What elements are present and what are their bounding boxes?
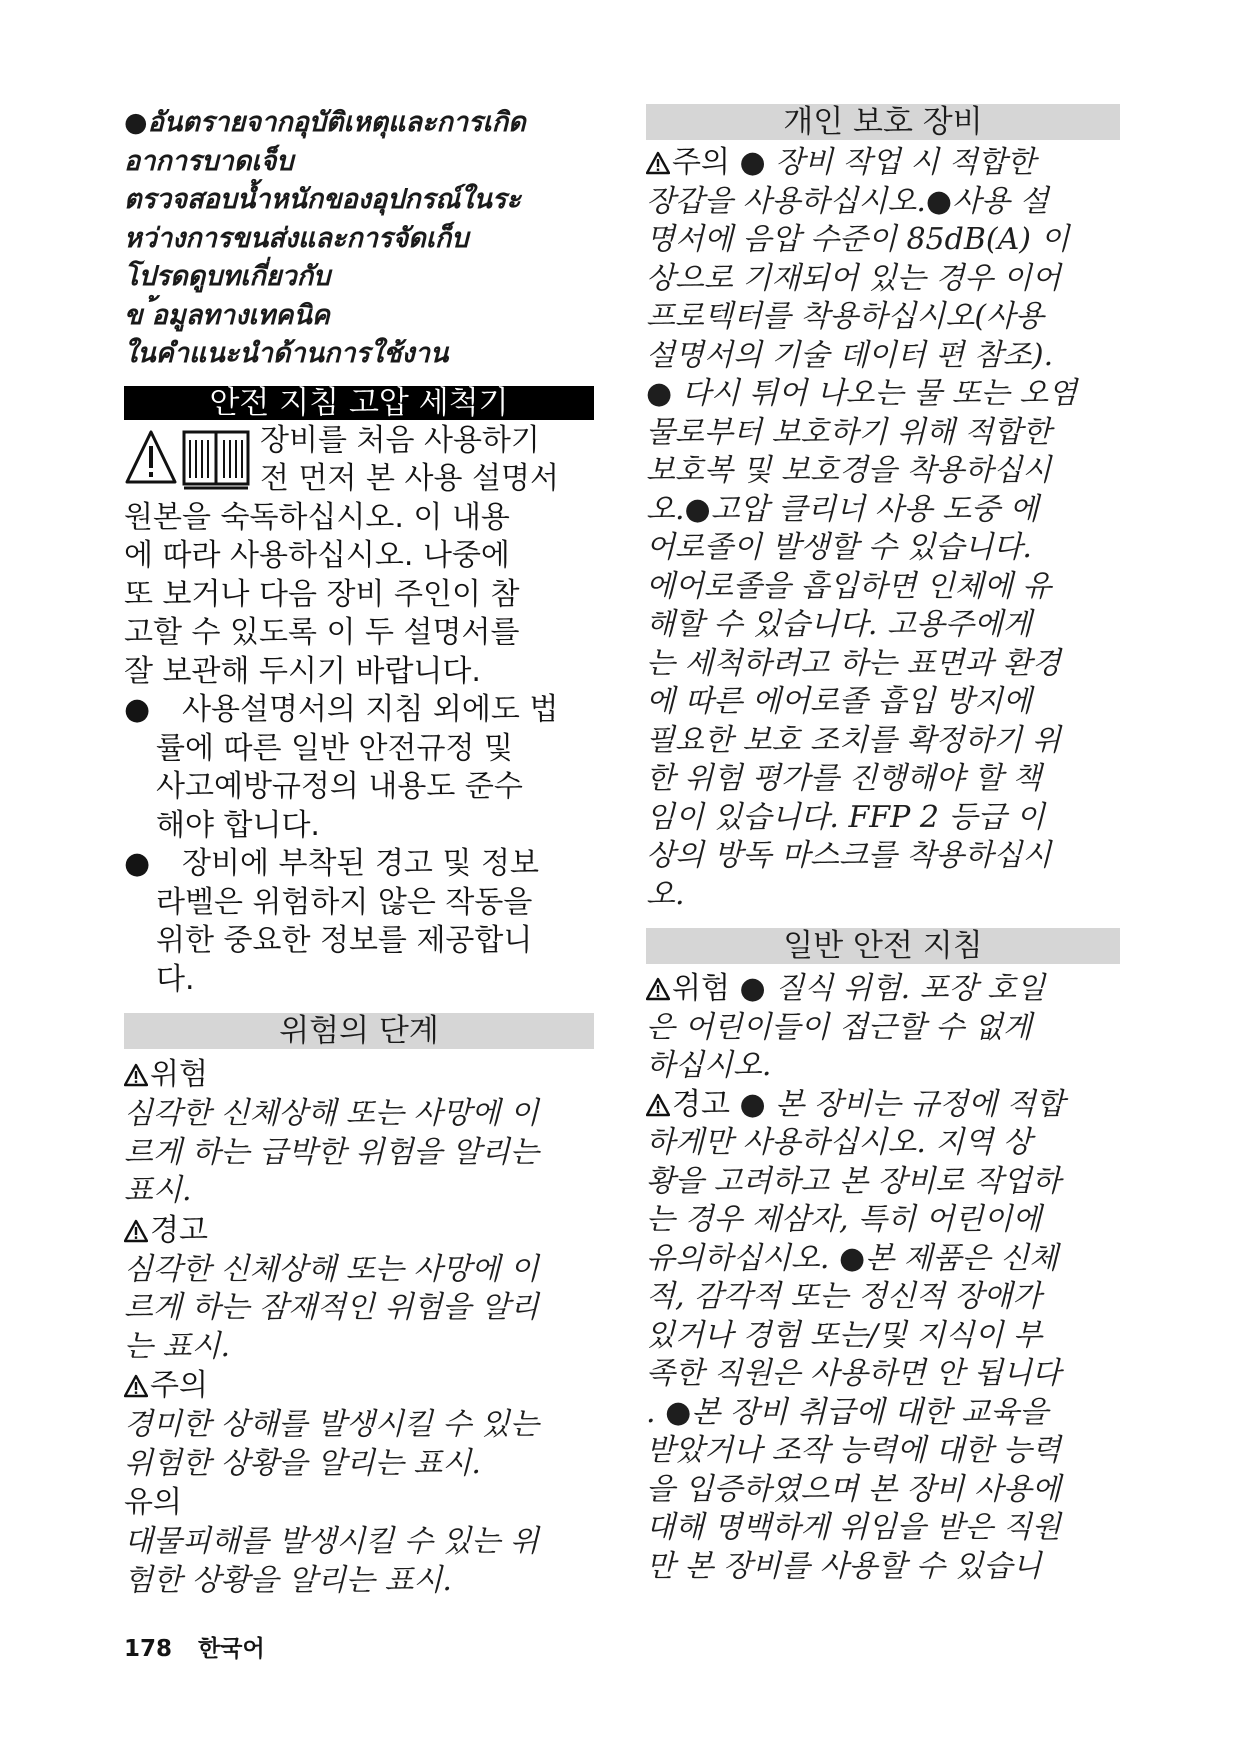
thai-line-text: ตรวจสอบน้ำหนักของอุปกรณ์ในระ [124, 184, 521, 215]
text-line-body: 오.●고압 클리너 사용 도중 에 [646, 491, 1039, 527]
intro-icons [124, 426, 254, 498]
bullet-dot: ● [124, 846, 151, 881]
text-line-body: 임이 있습니다. FFP 2 등급 이 [646, 799, 1045, 835]
bullet-line [124, 691, 594, 730]
warning-triangle-icon [646, 1093, 670, 1117]
text-line [646, 837, 1120, 876]
text-line [646, 1201, 1120, 1240]
text-line-body: 상으로 기재되어 있는 경우 이어 [646, 260, 1061, 296]
section-title-safety: 안전 지침 고압 세척기 [124, 386, 594, 420]
text-line [646, 375, 1120, 414]
general-safety-text [646, 970, 1120, 1586]
thai-line-text: หว่างการขนส่งและการจัดเก็บ [124, 222, 469, 254]
text-line-body: 유의하십시오. ●본 제품은 신체 [646, 1240, 1059, 1276]
text-line-body: ● 다시 튀어 나오는 물 또는 오염 [646, 376, 1078, 411]
text-line-body: 는 경우 제삼자, 특히 어린이에 [646, 1202, 1042, 1237]
text-line-body: 오. [646, 876, 685, 912]
text-line-body: 장갑을 사용하십시오.●사용 설 [646, 183, 1049, 219]
hazard-level-desc: 경미한 상해를 발생시킬 수 있는 [124, 1407, 539, 1442]
hazard-level-desc: 심각한 신체상해 또는 사망에 이 [124, 1096, 539, 1131]
thai-notice [124, 104, 594, 374]
thai-line-text: ในคำแนะนำด้านการใช้งาน [124, 338, 449, 369]
text-line [646, 645, 1120, 684]
text-line [646, 1317, 1120, 1356]
text-line [646, 529, 1120, 568]
hazard-level-label [124, 1055, 594, 1095]
hazard-level-desc: 심각한 신체상해 또는 사망에 이 [124, 1251, 539, 1287]
text-line [646, 683, 1120, 722]
text-line-body: 받았거나 조작 능력에 대한 능력 [646, 1433, 1061, 1468]
text-line-body: 만 본 장비를 사용할 수 있습니 [646, 1548, 1042, 1584]
bullet-text: 장비에 부착된 경고 및 정보 [182, 846, 539, 881]
bullet-line [124, 768, 594, 807]
text-line [646, 799, 1120, 838]
thai-line [124, 104, 594, 143]
text-line-body: ● 장비 작업 시 적합한 [729, 145, 1036, 180]
text-line [646, 1047, 1120, 1086]
bullet-line [124, 807, 594, 846]
text-line-body: 보호복 및 보호경을 착용하십시 [646, 453, 1052, 488]
text-line-body: 는 세척하려고 하는 표면과 환경 [646, 645, 1061, 681]
bullet-text: 사용설명서의 지침 외에도 법 [182, 692, 559, 727]
warning-triangle-icon [124, 1219, 148, 1243]
intro-line-4: 에 따라 사용하십시오. 나중에 [124, 538, 510, 573]
text-line [646, 1163, 1120, 1202]
footer-language: 한국어 [198, 1636, 265, 1662]
text-line-body: 은 어린이들이 접근할 수 없게 [646, 1009, 1032, 1045]
text-line [646, 1471, 1120, 1510]
signal-word-text: 위험 [672, 971, 730, 1006]
text-line-body: 에어로졸을 흡입하면 인체에 유 [646, 568, 1052, 604]
intro-line-6: 고할 수 있도록 이 두 설명서를 [124, 615, 520, 650]
bullet-text: 해야 합니다. [156, 807, 320, 843]
bullet-list [124, 691, 594, 999]
text-line [646, 298, 1120, 337]
text-line-body: 상의 방독 마스크를 착용하십시 [646, 838, 1052, 873]
hazard-level-desc: 험한 상황을 알리는 표시. [124, 1562, 452, 1598]
text-line [646, 1355, 1120, 1394]
hazard-level-name: 경고 [150, 1212, 208, 1248]
text-line-body: 을 입증하였으며 본 장비 사용에 [646, 1471, 1061, 1507]
text-line-body: 에 따른 에어로졸 흡입 방지에 [646, 684, 1032, 719]
text-line [646, 337, 1120, 376]
bullet-line [124, 730, 594, 769]
text-line-body: ● 본 장비는 규정에 적합 [729, 1086, 1065, 1122]
hazard-level-desc: 는 표시. [124, 1328, 231, 1364]
text-line [646, 491, 1120, 530]
text-line-body: 물로부터 보호하기 위해 적합한 [646, 414, 1052, 450]
warning-triangle-icon [646, 977, 670, 1001]
intro-line-2: 전 먼저 본 사용 설명서 [260, 461, 559, 496]
thai-line [124, 335, 594, 374]
section-title-ppe: 개인 보호 장비 [646, 104, 1120, 140]
left-column [124, 104, 594, 1600]
thai-line [124, 220, 594, 259]
hazard-level-desc: 르게 하는 급박한 위험을 알리는 [124, 1134, 539, 1170]
thai-line [124, 143, 594, 182]
signal-word [646, 971, 730, 1006]
hazard-level-name: 주의 [150, 1368, 208, 1403]
hazard-level-desc: 위험한 상황을 알리는 표시. [124, 1445, 481, 1481]
text-line-body: 하십시오. [646, 1048, 772, 1083]
bullet-line [124, 845, 594, 884]
text-line-body: 프로텍터를 착용하십시오(사용 [646, 299, 1044, 334]
hazard-level-desc: 표시. [124, 1173, 192, 1208]
intro-line-5: 또 보거나 다음 장비 주인이 참 [124, 576, 520, 612]
text-line [646, 144, 1120, 183]
text-line-body: ● 질식 위험. 포장 호일 [729, 971, 1046, 1006]
warning-triangle-icon [646, 151, 670, 175]
text-line [646, 1240, 1120, 1279]
hazard-level-name: 유의 [124, 1485, 182, 1520]
manual-book-icon [184, 432, 248, 488]
intro-line-3: 원본을 숙독하십시오. 이 내용 [124, 499, 510, 535]
thai-line [124, 297, 594, 336]
bullet-text: 률에 따른 일반 안전규정 및 [156, 730, 513, 766]
intro-line-7: 잘 보관해 두시기 바랍니다. [124, 653, 481, 689]
section-title-hazard-levels: 위험의 단계 [124, 1013, 594, 1049]
text-line [646, 1124, 1120, 1163]
intro-line-1: 장비를 처음 사용하기 [260, 422, 540, 458]
text-line-body: 한 위험 평가를 진행해야 할 책 [646, 761, 1042, 796]
page-number: 178 [124, 1636, 173, 1662]
thai-line [124, 258, 594, 297]
thai-bullet: ● [124, 107, 148, 138]
bullet-text: 위한 중요한 정보를 제공합니 [156, 923, 533, 958]
section-title-general-safety: 일반 안전 지침 [646, 928, 1120, 964]
bullet-dot: ● [124, 692, 151, 727]
signal-word-text: 주의 [672, 145, 730, 180]
text-line-body: 황을 고려하고 본 장비로 작업하 [646, 1163, 1061, 1199]
ppe-text [646, 144, 1120, 914]
intro-block [124, 422, 594, 692]
text-line-body: 족한 직원은 사용하면 안 됩니다 [646, 1356, 1061, 1391]
text-line [646, 221, 1120, 260]
hazard-level-label [124, 1483, 594, 1523]
text-line [646, 414, 1120, 453]
text-line [646, 1548, 1120, 1587]
text-line [646, 1278, 1120, 1317]
hazard-level-name: 위험 [150, 1057, 208, 1092]
signal-word-text: 경고 [672, 1086, 730, 1122]
thai-line-text: อาการบาดเจ็บ [124, 145, 294, 177]
text-line-body: 어로졸이 발생할 수 있습니다. [646, 530, 1032, 565]
text-line [646, 260, 1120, 299]
thai-line-text: โปรดดูบทเกี่ยวกับ [124, 261, 331, 292]
text-line-body: 설명서의 기술 데이터 편 참조). [646, 337, 1054, 373]
bullet-text: 다. [156, 961, 195, 997]
text-line [646, 1086, 1120, 1125]
bullet-line [124, 922, 594, 961]
bullet-line [124, 884, 594, 923]
hazard-level-label [124, 1211, 594, 1251]
text-line [646, 568, 1120, 607]
bullet-text: 라벨은 위험하지 않은 작동을 [156, 884, 533, 920]
text-line-body: 있거나 경험 또는/및 지식이 부 [646, 1317, 1043, 1353]
signal-word [646, 145, 730, 180]
hazard-level-desc: 르게 하는 잠재적인 위험을 알리 [124, 1290, 539, 1325]
thai-line-text: ข ้อมูลทางเทคนิค [124, 299, 330, 331]
text-line [646, 760, 1120, 799]
text-line [646, 722, 1120, 761]
signal-word [646, 1087, 730, 1122]
text-line [646, 876, 1120, 915]
warning-triangle-icon [124, 1063, 148, 1087]
text-line [646, 970, 1120, 1009]
text-line [646, 452, 1120, 491]
text-line [646, 1009, 1120, 1048]
thai-line [124, 181, 594, 220]
text-line [646, 1432, 1120, 1471]
hazard-level-label [124, 1366, 594, 1406]
text-line-body: 하게만 사용하십시오. 지역 상 [646, 1125, 1032, 1160]
text-line-body: . ●본 장비 취급에 대한 교육을 [646, 1394, 1049, 1430]
bullet-text: 사고예방규정의 내용도 준수 [156, 769, 523, 804]
text-line-body: 대해 명백하게 위임을 받은 직원 [646, 1510, 1061, 1545]
text-line-body: 해할 수 있습니다. 고용주에게 [646, 607, 1032, 642]
text-line [646, 183, 1120, 222]
text-line-body: 필요한 보호 조치를 확정하기 위 [646, 722, 1061, 758]
warning-triangle-icon [124, 1374, 148, 1398]
text-line-body: 적, 감각적 또는 정신적 장애가 [646, 1279, 1042, 1314]
hazard-levels [124, 1055, 594, 1600]
right-column [646, 104, 1120, 1586]
text-line-body: 명서에 음압 수준이 85dB(A) 이 [646, 222, 1070, 257]
bullet-line [124, 961, 594, 1000]
page-footer [124, 1630, 265, 1663]
text-line [646, 1394, 1120, 1433]
text-line [646, 606, 1120, 645]
text-line [646, 1509, 1120, 1548]
warning-triangle-icon [127, 432, 175, 482]
thai-line-text: อันตรายจากอุบัติเหตุและการเกิด [147, 107, 526, 138]
hazard-level-desc: 대물피해를 발생시킬 수 있는 위 [124, 1524, 539, 1559]
